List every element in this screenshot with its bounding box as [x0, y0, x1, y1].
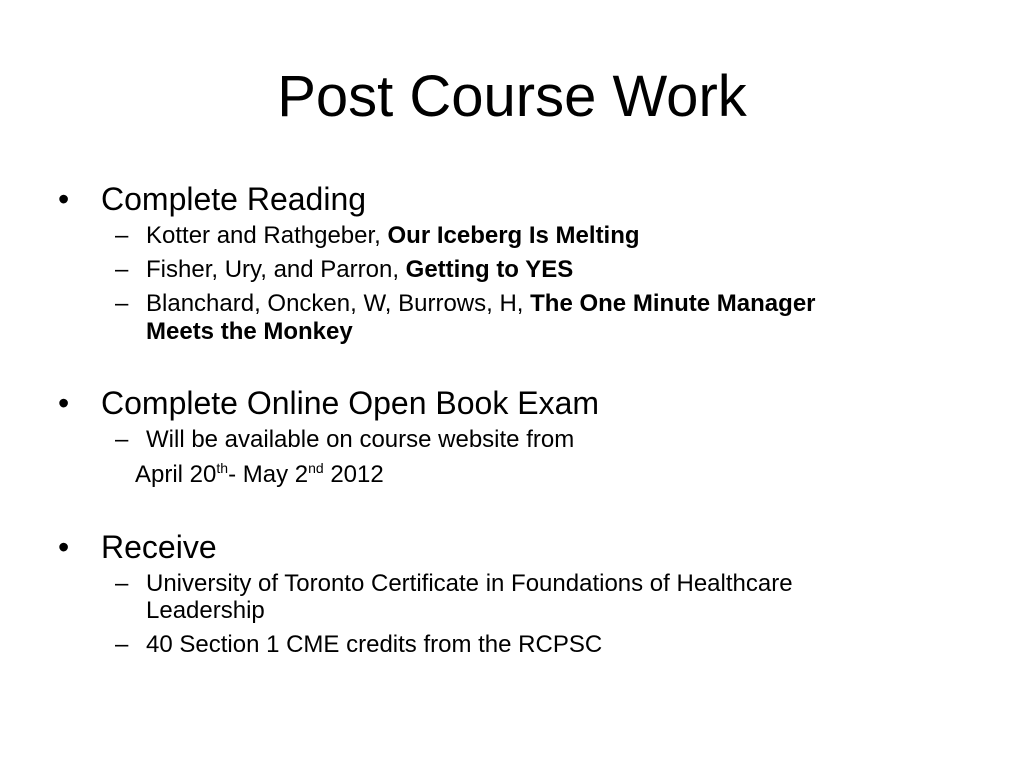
book-title: Our Iceberg Is Melting: [387, 222, 640, 249]
bullet-heading: Complete Online Open Book Exam: [101, 385, 600, 421]
bullet-icon: •: [58, 385, 70, 421]
book-title-line2: Meets the Monkey: [146, 318, 353, 345]
dash-icon: –: [115, 631, 129, 658]
dash-icon: –: [115, 570, 129, 597]
dash-icon: –: [115, 426, 129, 453]
bullet-icon: •: [58, 181, 70, 217]
book-title: The One Minute Manager: [530, 290, 816, 317]
sub-item-text: Will be available on course website from: [146, 426, 575, 453]
sub-item-text-line2: Leadership: [146, 597, 265, 624]
sub-item-text: Kotter and Rathgeber, Our Iceberg Is Melting: [146, 222, 640, 249]
exam-date-range: April 20th- May 2nd 2012: [135, 460, 384, 488]
bullet-heading: Complete Reading: [101, 181, 367, 217]
bullet-icon: •: [58, 529, 70, 565]
slide-title: Post Course Work: [277, 64, 747, 129]
sub-item-text: University of Toronto Certificate in Foundations of Healthcare: [146, 570, 793, 597]
book-title: Getting to YES: [405, 256, 574, 283]
sub-item-text: Fisher, Ury, and Parron, Getting to YES: [146, 256, 574, 283]
dash-icon: –: [115, 290, 129, 317]
dash-icon: –: [115, 222, 129, 249]
sub-item-text: Blanchard, Oncken, W, Burrows, H, The One Minute Manager: [146, 290, 816, 317]
bullet-heading: Receive: [101, 529, 217, 565]
dash-icon: –: [115, 256, 129, 283]
sub-item-text: 40 Section 1 CME credits from the RCPSC: [146, 631, 603, 658]
